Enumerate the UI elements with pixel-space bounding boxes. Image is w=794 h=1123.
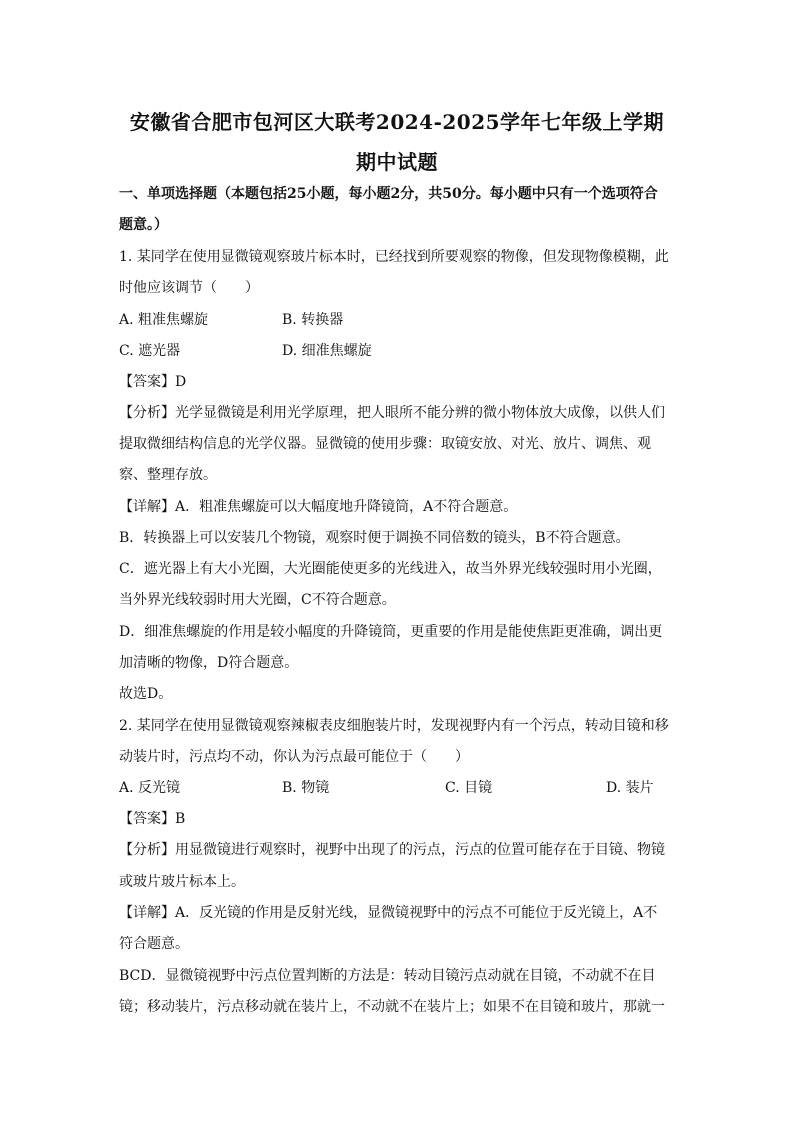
q2-detail-line4: 镜；移动装片，污点移动就在装片上，不动就不在装片上；如果不在目镜和玻片，那就一 xyxy=(119,999,665,1015)
q2-stem-line1: 2. 某同学在使用显微镜观察辣椒表皮细胞装片时，发现视野内有一个污点，转动目镜和移 xyxy=(119,718,669,734)
q2-option-b: B. 物镜 xyxy=(282,780,330,796)
q2-option-d: D. 装片 xyxy=(606,780,654,796)
document-title-line2: 期中试题 xyxy=(356,150,438,174)
q1-detail-line1: 【详解】A．粗准焦螺旋可以大幅度地升降镜筒，A不符合题意。 xyxy=(119,499,518,515)
q1-conclusion: 故选D。 xyxy=(119,686,173,702)
document-title-line1: 安徽省合肥市包河区大联考2024-2025学年七年级上学期 xyxy=(129,110,665,134)
q2-answer: 【答案】B xyxy=(119,811,186,827)
q2-stem-line2: 动装片时，污点均不动，你认为污点最可能位于（ ） xyxy=(119,749,469,765)
q1-option-b: B. 转换器 xyxy=(282,312,344,328)
q1-option-c: C. 遮光器 xyxy=(119,343,181,359)
q2-analysis-line2: 或玻片玻片标本上。 xyxy=(119,874,245,890)
q1-detail-line6: 加清晰的物像，D符合题意。 xyxy=(119,655,299,671)
q1-option-d: D. 细准焦螺旋 xyxy=(282,343,372,359)
q1-option-a: A. 粗准焦螺旋 xyxy=(119,312,209,328)
section-heading-line1: 一、单项选择题（本题包括25小题，每小题2分，共50分。每小题中只有一个选项符合 xyxy=(119,186,658,202)
q1-detail-line3: C．遮光器上有大小光圈，大光圈能使更多的光线进入，故当外界光线较强时用小光圈， xyxy=(119,561,662,577)
q1-analysis-line2: 提取微细结构信息的光学仪器。显微镜的使用步骤：取镜安放、对光、放片、调焦、观 xyxy=(119,436,651,452)
q1-detail-line4: 当外界光线较弱时用大光圈，C不符合题意。 xyxy=(119,592,396,608)
q1-stem-line1: 1. 某同学在使用显微镜观察玻片标本时，已经找到所要观察的物像，但发现物像模糊，此 xyxy=(119,249,669,265)
q2-detail-line1: 【详解】A．反光镜的作用是反射光线，显微镜视野中的污点不可能位于反光镜上，A不 xyxy=(119,905,658,921)
q2-detail-line2: 符合题意。 xyxy=(119,936,189,952)
q1-detail-line2: B．转换器上可以安装几个物镜，观察时便于调换不同倍数的镜头，B不符合题意。 xyxy=(119,530,630,546)
section-heading-line2: 题意。） xyxy=(119,217,168,233)
q2-analysis-line1: 【分析】用显微镜进行观察时，视野中出现了的污点，污点的位置可能存在于目镜、物镜 xyxy=(119,842,665,858)
q2-option-c: C. 目镜 xyxy=(445,780,493,796)
q2-detail-line3: BCD．显微镜视野中污点位置判断的方法是：转动目镜污点动就在目镜，不动就不在目 xyxy=(119,968,656,984)
q1-stem-line2: 时他应该调节（ ） xyxy=(119,280,259,296)
q1-analysis-line3: 察、整理存放。 xyxy=(119,467,217,483)
q1-answer: 【答案】D xyxy=(119,374,187,390)
q1-analysis-line1: 【分析】光学显微镜是利用光学原理，把人眼所不能分辨的微小物体放大成像，以供人们 xyxy=(119,405,665,421)
q2-option-a: A. 反光镜 xyxy=(119,780,181,796)
q1-detail-line5: D．细准焦螺旋的作用是较小幅度的升降镜筒，更重要的作用是能使焦距更准确，调出更 xyxy=(119,624,663,640)
